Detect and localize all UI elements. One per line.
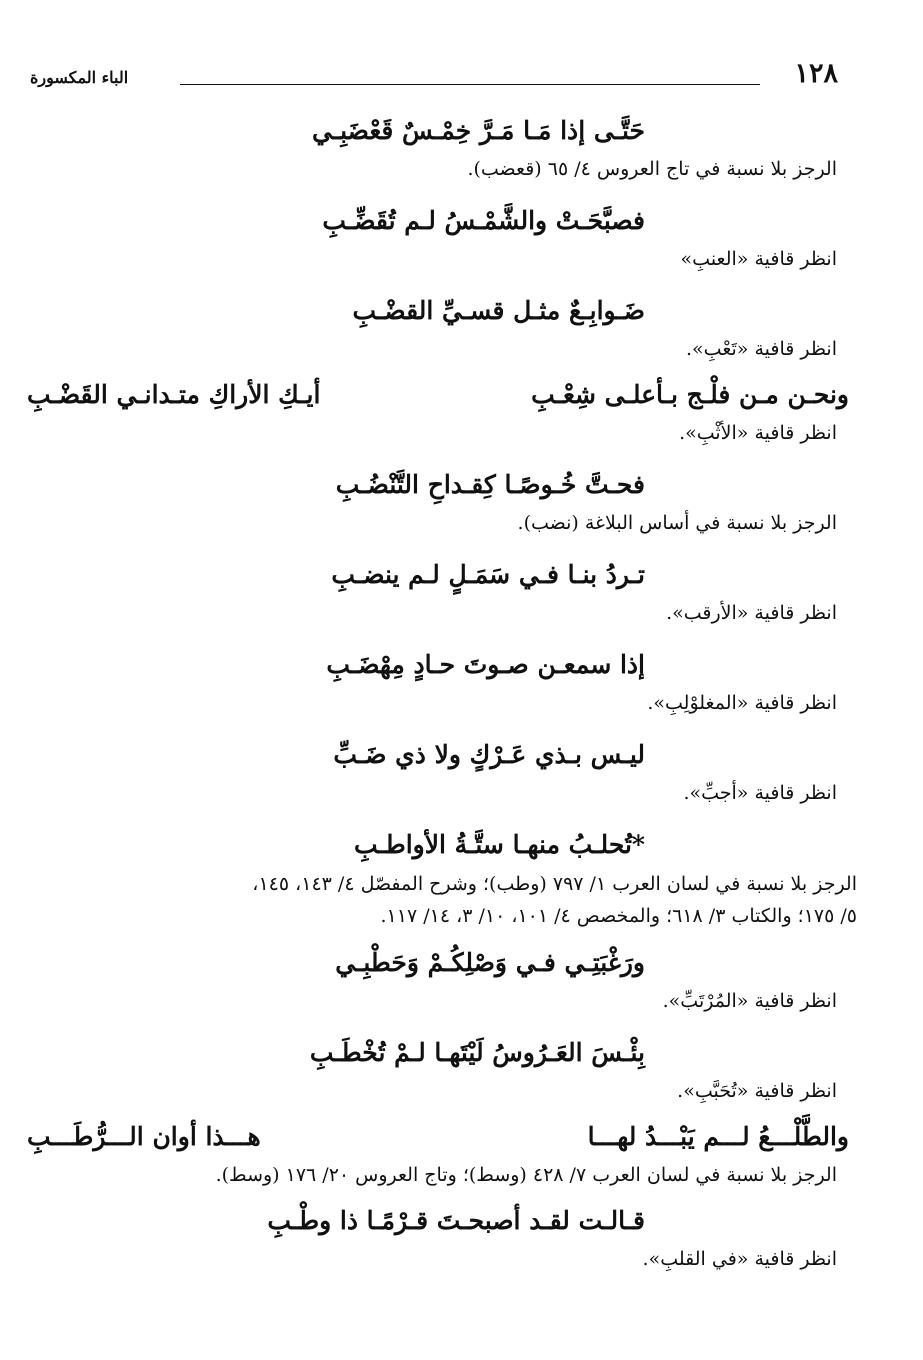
verse-note: انظر قافية «الأثْبِ». bbox=[679, 422, 837, 444]
verse-note: الرجز بلا نسبة في أساس البلاغة (نضب). bbox=[517, 512, 837, 534]
verse-note: الرجز بلا نسبة في تاج العروس ٤/ ٦٥ (قعضب). bbox=[467, 158, 837, 180]
entry bbox=[45, 822, 857, 932]
verse: حَتَّـى إذا مَـا مَـرَّ خِمْـسٌ قَعْضَبِـي bbox=[311, 116, 645, 145]
verse: فحـتَّ خُـوصًـا كِقـداحِ التَّنْضُـبِ bbox=[335, 470, 645, 499]
entry bbox=[45, 732, 837, 808]
verse: *تُحلـبُ منهـا ستَّـةُ الأواطـبِ bbox=[353, 830, 645, 859]
entry bbox=[45, 552, 837, 628]
couplet bbox=[27, 1114, 849, 1160]
entry bbox=[45, 940, 837, 1016]
verse-note: انظر قافية «تُحَبَّبِ». bbox=[677, 1080, 837, 1102]
verse-note: انظر قافية «تَعْبِ». bbox=[686, 338, 837, 360]
page-header bbox=[30, 58, 838, 98]
entry bbox=[27, 372, 849, 448]
entry bbox=[45, 198, 837, 274]
page-number: ١٢٨ bbox=[794, 58, 838, 89]
entry bbox=[27, 1114, 849, 1190]
verse-note: انظر قافية «في القلبِ». bbox=[642, 1248, 837, 1270]
verse: تـردُ بنـا فـي سَمَـلٍ لـم ينضـبِ bbox=[331, 560, 645, 589]
verse: قـالـت لقـد أصبحـتَ قـرْمًـا ذا وطْـبِ bbox=[267, 1206, 645, 1235]
entry bbox=[45, 288, 837, 364]
section-title: الباء المكسورة bbox=[30, 68, 129, 87]
verse: فصبَّحَـتْ والشَّمْـسُ لـم تُقَضِّـبِ bbox=[322, 206, 645, 235]
verse-note: انظر قافية «المُرْتَبِّ». bbox=[662, 990, 837, 1012]
verse-note: انظر قافية «الأرقب». bbox=[666, 602, 837, 624]
verse: بِئْـسَ العَـرُوسُ لَيْتَهـا لـمْ تُخْطَـبِ bbox=[309, 1038, 645, 1067]
verse-note: انظر قافية «العنبِ» bbox=[680, 248, 837, 270]
verse-note: الرجز بلا نسبة في لسان العرب ٧/ ٤٢٨ (وسط)؛ وتاج العروس ٢٠/ ١٧٦ (وسط). bbox=[215, 1164, 837, 1186]
hemistich-first: ونحـن مـن فلْـج بـأعلـى شِعْـبِ bbox=[531, 380, 849, 409]
hemistich-first: والطَّلْـــعُ لـــم يَبْـــدُ لهـــا bbox=[587, 1122, 849, 1151]
couplet bbox=[27, 372, 849, 418]
verse: ضَـوابِـعٌ مثـل قسـيِّ القضْـبِ bbox=[352, 296, 645, 325]
hemistich-second: أيـكِ الأراكِ متـدانـي القَضْـبِ bbox=[27, 380, 321, 409]
verse: ليـس بـذي عَـرْكٍ ولا ذي ضَـبِّ bbox=[333, 740, 645, 769]
verse-note: انظر قافية «المغلوْلِبِ». bbox=[647, 692, 837, 714]
verse-note: انظر قافية «أجبِّ». bbox=[683, 782, 837, 804]
verse: ورَغْبَتِـي فـي وَصْلِكُـمْ وَحَطْبِـي bbox=[335, 948, 645, 977]
header-rule bbox=[180, 84, 760, 85]
verse-note-line: الرجز بلا نسبة في لسان العرب ١/ ٧٩٧ (وطب)؛ وشرح المفصّل ٤/ ١٤٣، ١٤٥، bbox=[252, 873, 857, 895]
entry bbox=[45, 642, 837, 718]
entry bbox=[45, 1030, 837, 1106]
hemistich-second: هـــذا أوان الـــرُّطَـــبِ bbox=[27, 1122, 261, 1151]
entry bbox=[45, 1198, 837, 1274]
verse: إذا سمعـن صـوتَ حـادٍ مِهْضَـبِ bbox=[326, 650, 645, 679]
verse-note-line: ٥/ ١٧٥؛ والكتاب ٣/ ٦١٨؛ والمخصص ٤/ ١٠١، ١٠/ ٣، ١٤/ ١١٧. bbox=[380, 905, 857, 927]
entry bbox=[45, 108, 837, 184]
entry bbox=[45, 462, 837, 538]
page-content bbox=[27, 108, 857, 1274]
